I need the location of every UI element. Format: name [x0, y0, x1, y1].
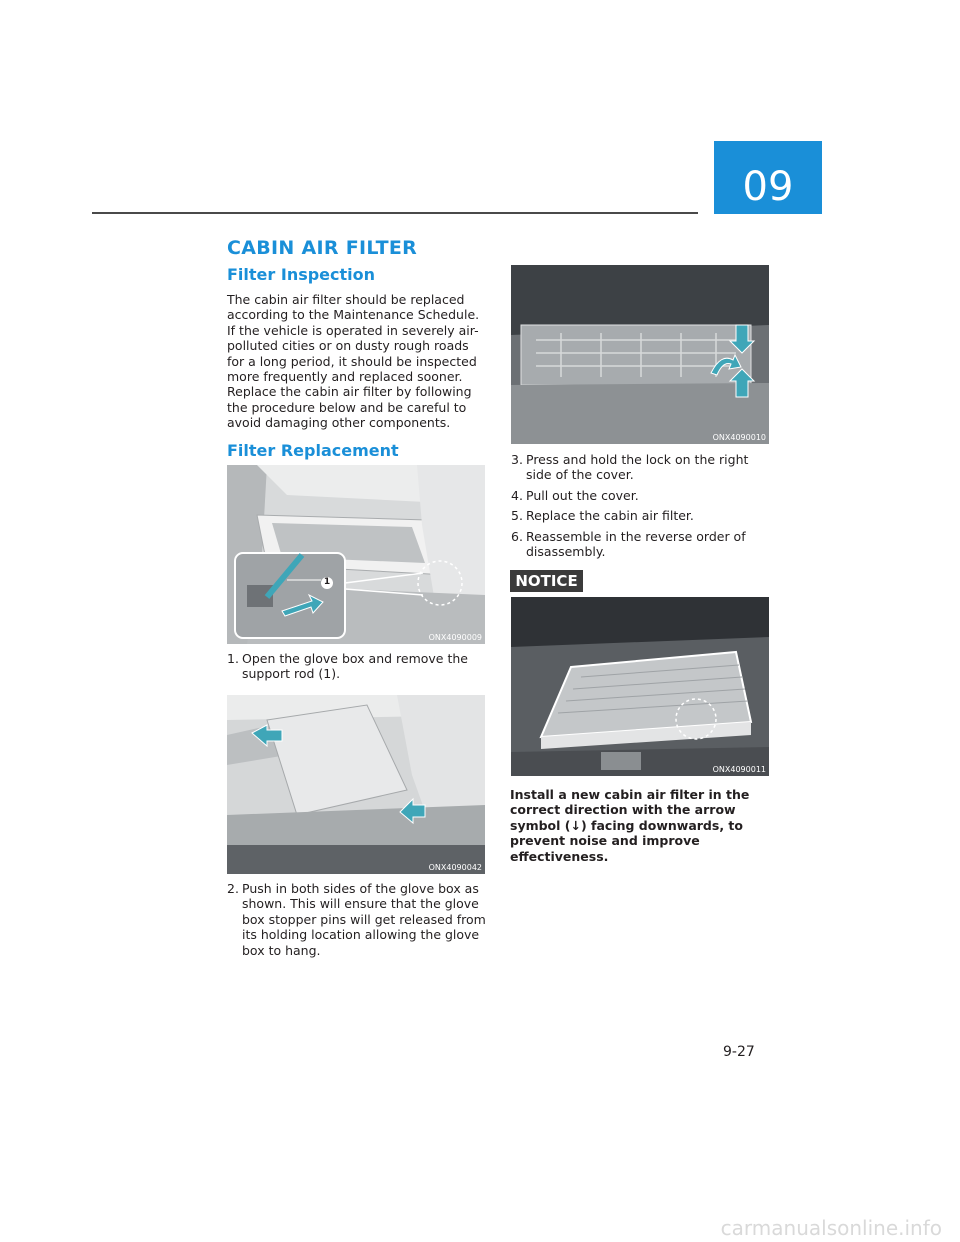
steps-list-1 [227, 651, 489, 687]
step-text: Push in both sides of the glove box as shown. This will ensure that the glove box stopper pins will get released from its holding location allowing the glove box to hang. [242, 881, 486, 958]
step-number: 4. [511, 487, 523, 503]
figure-filter-cover-lock [511, 265, 769, 444]
step-number: 6. [511, 528, 523, 544]
glove-box-illustration [227, 465, 485, 644]
steps-list-3 [511, 452, 773, 564]
header-rule [92, 212, 698, 214]
page-number: 9-27 [723, 1044, 755, 1060]
figure-new-filter-direction [511, 597, 769, 776]
inspection-heading: Filter Inspection [227, 265, 376, 284]
list-item [227, 881, 489, 958]
step-text: Press and hold the lock on the right side of the cover. [526, 452, 749, 483]
glove-box-push-illustration [227, 695, 485, 874]
step-text: Open the glove box and remove the support rod (1). [242, 651, 468, 682]
figure-code: ONX4090009 [428, 633, 482, 642]
chapter-tab: 09 [714, 141, 822, 214]
step-number: 2. [227, 881, 239, 896]
filter-cover-illustration [511, 265, 769, 444]
notice-text: Install a new cabin air filter in the correct direction with the arrow symbol (↓) facing downwards, to prevent noise and improve effectiveness. [510, 787, 750, 864]
replacement-heading: Filter Replacement [227, 441, 399, 460]
list-item [511, 488, 773, 503]
inspection-body: The cabin air filter should be replaced according to the Maintenance Schedule. If the vehicle is operated in severely air-polluted cities or on dusty rough roads for a long period, it should be inspected more frequently and replaced sooner. Replace the cabin air filter by following the procedure below and be careful to avoid damaging other components. [227, 292, 480, 431]
new-filter-illustration [511, 597, 769, 776]
figure-code: ONX4090042 [428, 863, 482, 872]
steps-list-2 [227, 881, 489, 963]
figure-code: ONX4090010 [712, 433, 766, 442]
list-item [511, 508, 773, 523]
section-title: CABIN AIR FILTER [227, 237, 418, 259]
figure-code: ONX4090011 [712, 765, 766, 774]
list-item [511, 452, 773, 483]
notice-badge: NOTICE [510, 570, 583, 592]
watermark-bar [0, 1212, 960, 1242]
watermark-text: carmanualsonline.info [720, 1216, 942, 1240]
list-item [227, 651, 489, 682]
figure-push-glove-box [227, 695, 485, 874]
callout-1-label: 1 [323, 577, 331, 587]
step-text: Replace the cabin air filter. [526, 508, 694, 524]
step-number: 3. [511, 452, 523, 467]
step-number: 1. [227, 651, 239, 666]
figure-glove-box-support-rod [227, 465, 485, 644]
step-text: Reassemble in the reverse order of disassembly. [526, 528, 746, 560]
step-number: 5. [511, 508, 523, 524]
list-item [511, 529, 773, 560]
step-text: Pull out the cover. [526, 487, 639, 503]
